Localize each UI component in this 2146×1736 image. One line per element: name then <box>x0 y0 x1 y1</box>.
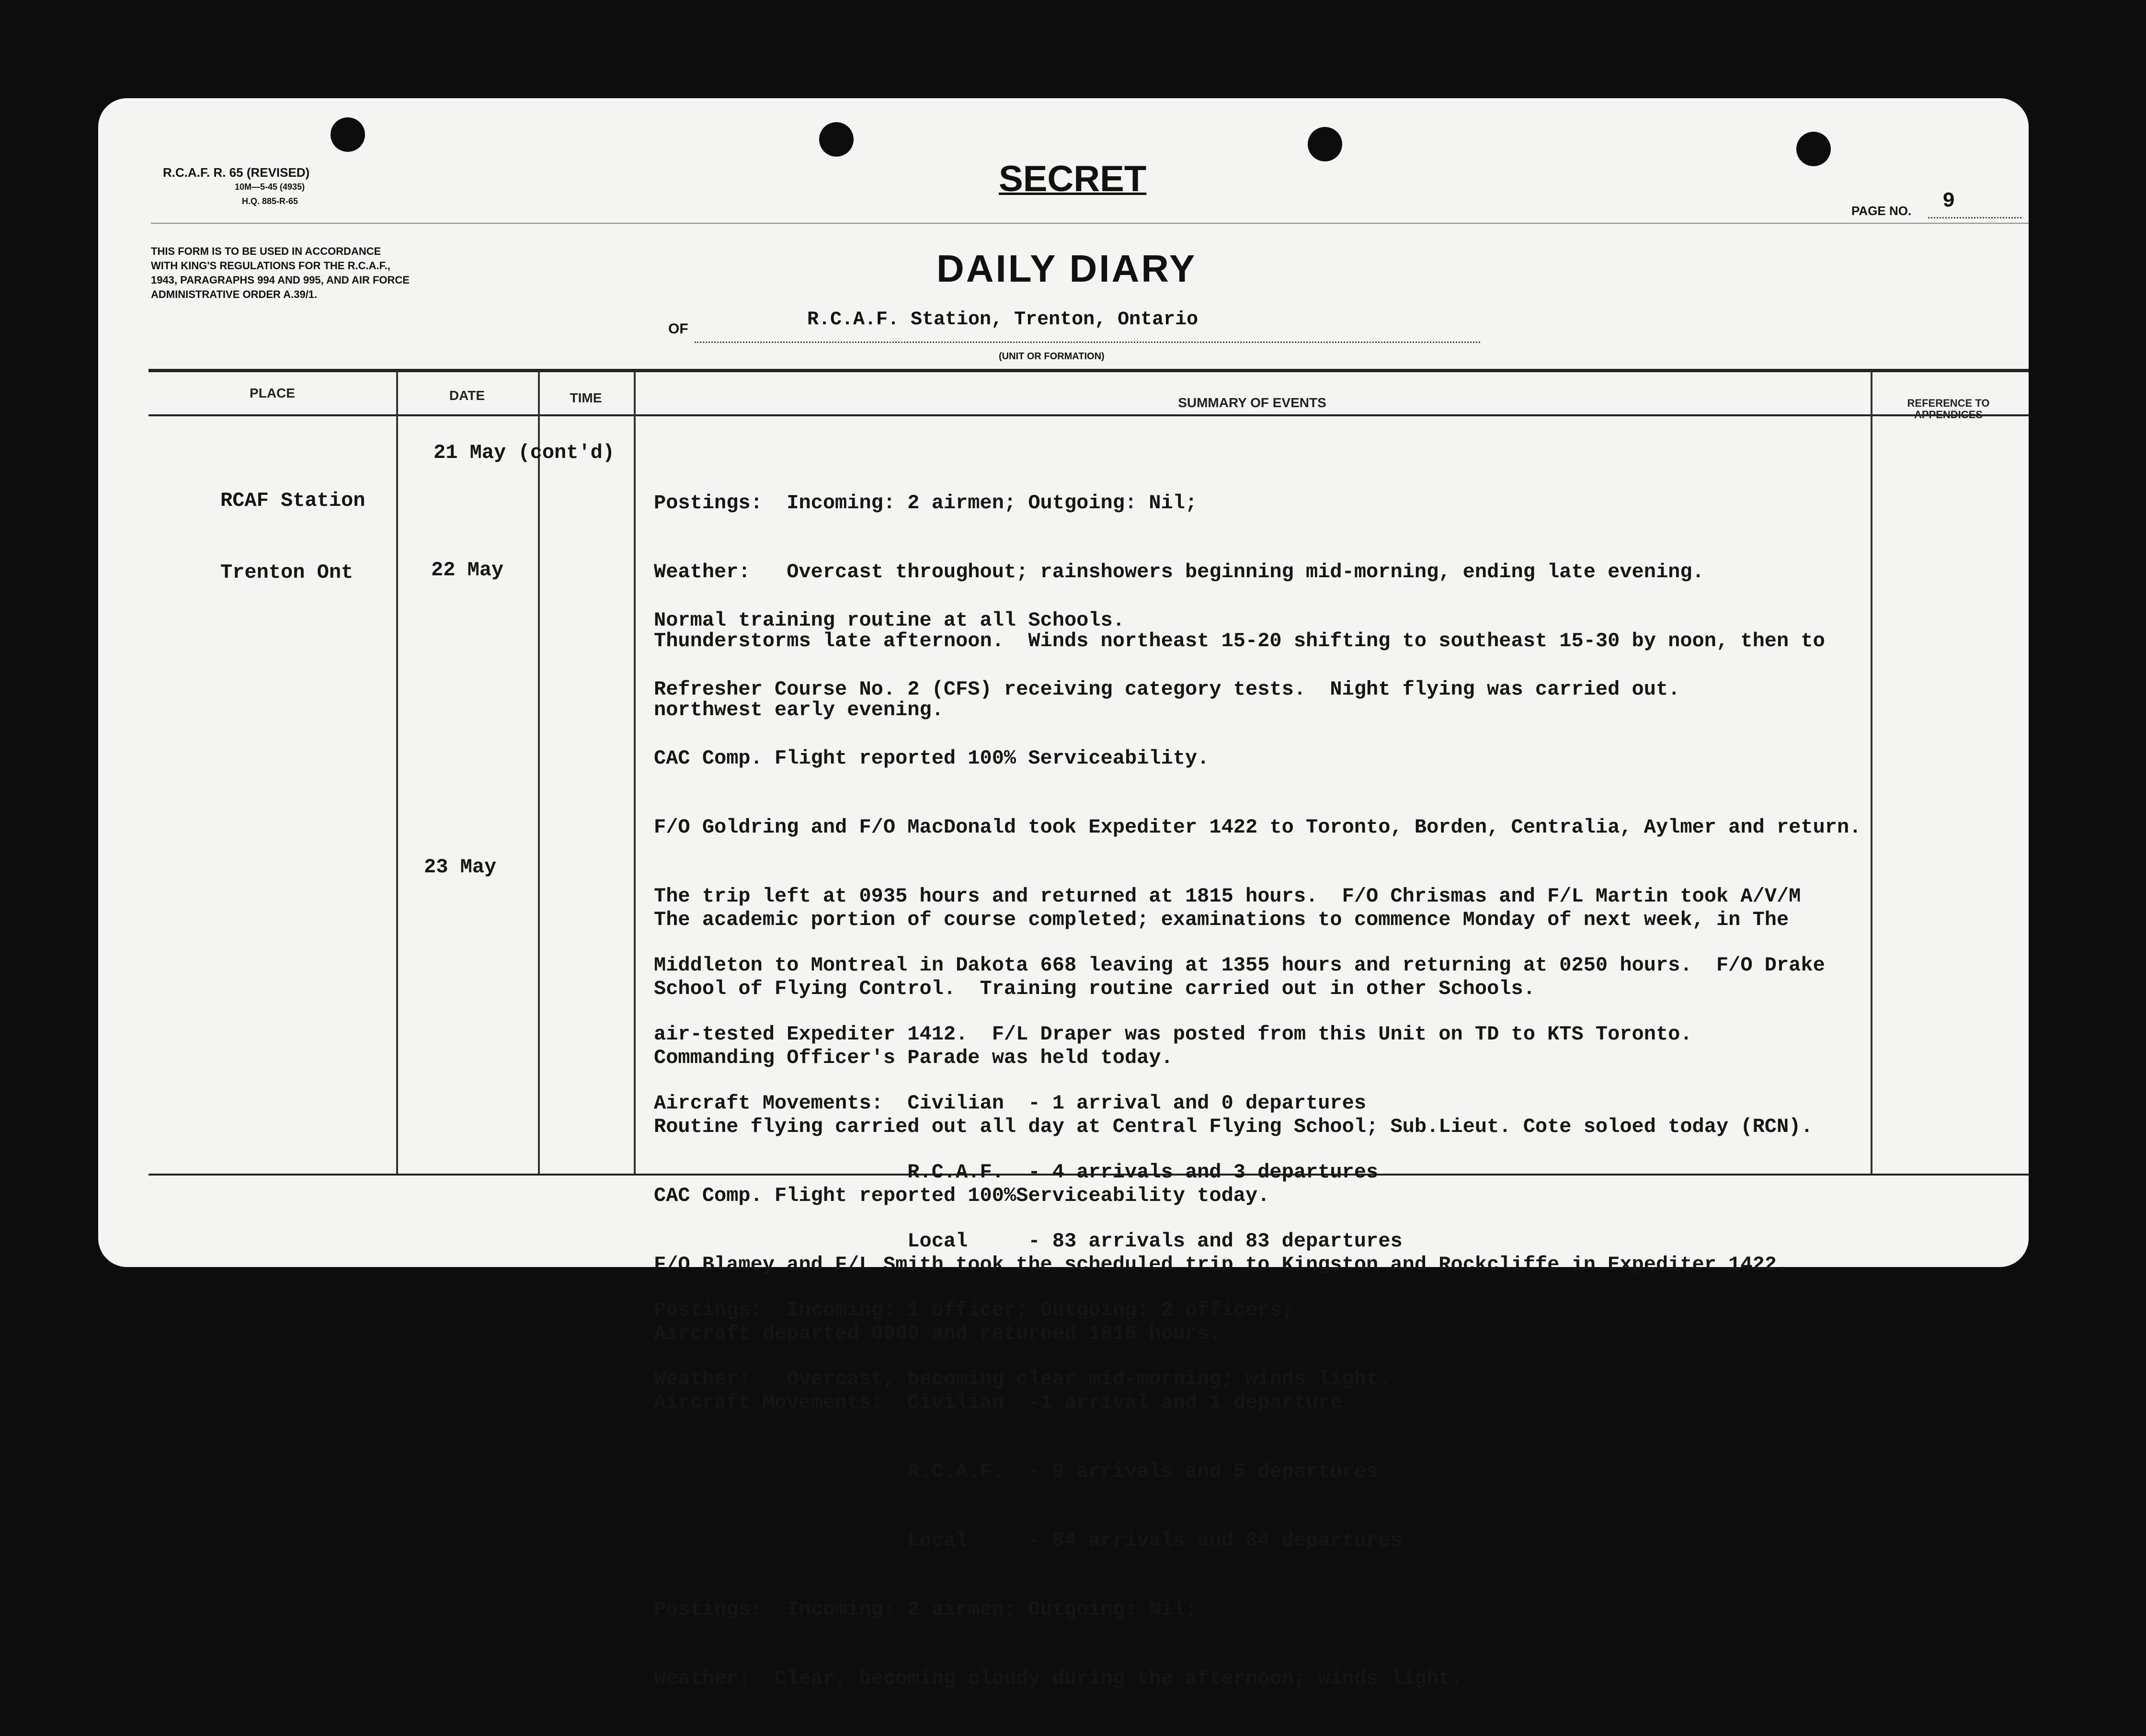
page-number-line <box>1928 217 2021 218</box>
entry-line: Local - 83 arrivals and 83 departures <box>654 1230 1403 1253</box>
column-header-reference: REFERENCE TO APPENDICES <box>1907 397 1990 421</box>
page-number: 9 <box>1942 189 1955 213</box>
entry-line: R.C.A.F. - 9 arrivals and 5 departures <box>654 1460 1379 1483</box>
entry-line: air-tested Expediter 1412. F/L Draper was posted from this Unit on TD to KTS Toronto. <box>654 1023 1692 1046</box>
entry-line: Local - 84 arrivals and 84 departures <box>654 1529 1403 1552</box>
entry-line: Routine flying carried out all day at Central Flying School; Sub.Lieut. Cote soloed today (RCN). <box>654 1115 1813 1138</box>
entry-line: F/O Goldring and F/O MacDonald took Expediter 1422 to Toronto, Borden, Centralia, Aylmer and return. <box>654 816 1861 839</box>
entry-line: Postings: Incoming: 2 airmen; Outgoing: Nil; <box>654 1598 1198 1621</box>
place-cell: RCAF Station Trenton Ont <box>220 489 365 584</box>
date-cell: 22 May <box>431 559 504 582</box>
entry-line: Postings: Incoming: 1 officer; Outgoing: 2 officers; <box>654 1299 1294 1322</box>
entry-line: Weather: Clear, becoming cloudy during the afternoon; winds light. <box>654 1667 1463 1690</box>
entry-line: F/O Blamey and F/L Smith took the scheduled trip to Kingston and Rockcliffe in Expediter 1422. <box>654 1253 1789 1276</box>
column-divider <box>396 371 398 1174</box>
column-header-time: TIME <box>570 390 602 405</box>
unit-name: R.C.A.F. Station, Trenton, Ontario <box>807 309 1199 331</box>
form-code: R.C.A.F. R. 65 (REVISED) 10M—5-45 (4935) H.Q. 885-R-65 <box>163 165 310 206</box>
entry-line: CAC Comp. Flight reported 100%Serviceability today. <box>654 1184 1270 1207</box>
entry-line: Commanding Officer's Parade was held today. <box>654 1046 1173 1069</box>
entry-line: Middleton to Montreal in Dakota 668 leaving at 1355 hours and returning at 0250 hours. F/O Drake <box>654 954 1825 977</box>
entry-line: The academic portion of course completed; examinations to commence Monday of next week, in The <box>654 908 1789 931</box>
of-label: OF <box>668 321 688 337</box>
entry-line: Weather: Overcast, becoming clear mid-morning; winds light. <box>654 1368 1391 1391</box>
diary-sheet <box>98 98 2029 1690</box>
table-top-rule <box>148 369 2029 372</box>
entry-line: northwest early evening. <box>654 698 944 721</box>
date-cell: 21 May (cont'd) <box>434 441 615 464</box>
column-header-summary: SUMMARY OF EVENTS <box>1178 395 1326 410</box>
entry-line: Refresher Course No. 2 (CFS) receiving category tests. Night flying was carried out. <box>654 678 1680 701</box>
punch-hole <box>1796 132 1831 166</box>
entry-line: Aircraft Movements: Civilian -1 arrival and 1 departure <box>654 1391 1342 1414</box>
column-header-rule <box>148 414 2029 416</box>
entry-line: School of Flying Control. Training routine carried out in other Schools. <box>654 977 1535 1000</box>
date-cell: 23 May <box>424 856 497 879</box>
entry-line: Weather: Overcast throughout; rainshowers beginning mid-morning, ending late evening. <box>654 560 1704 583</box>
punch-hole <box>331 117 365 152</box>
page-title: DAILY DIARY <box>936 247 1197 290</box>
classification-stamp: SECRET <box>999 159 1147 199</box>
entry-line: Postings: Incoming: 2 airmen; Outgoing: Nil; <box>654 491 1198 514</box>
column-divider <box>1871 371 1872 1174</box>
column-header-place: PLACE <box>250 386 295 400</box>
unit-line <box>695 342 1480 343</box>
entry-line: R.C.A.F. - 4 arrivals and 3 departures <box>654 1161 1379 1184</box>
column-divider <box>538 371 540 1174</box>
entry-line: The trip left at 0935 hours and returned at 1815 hours. F/O Chrismas and F/L Martin took A/V/M <box>654 885 1801 908</box>
header-rule <box>151 223 2029 224</box>
column-divider <box>634 371 636 1174</box>
entry-line: Aircraft departed 0900 and returned 1815 hours. <box>654 1322 1221 1345</box>
unit-caption: (UNIT OR FORMATION) <box>999 351 1105 362</box>
entry-line: Aircraft Movements: Civilian - 1 arrival and 0 departures <box>654 1092 1367 1115</box>
entry-line: Normal training routine at all Schools. <box>654 609 1125 632</box>
diary-entry <box>654 862 1813 1736</box>
entry-line: Thunderstorms late afternoon. Winds northeast 15-20 shifting to southeast 15-30 by noon, then to <box>654 629 1825 652</box>
page-number-label: PAGE NO. <box>1851 204 1912 218</box>
punch-hole <box>819 122 854 157</box>
entry-line: CAC Comp. Flight reported 100% Serviceability. <box>654 747 1210 770</box>
regulation-note: THIS FORM IS TO BE USED IN ACCORDANCE WITH KING'S REGULATIONS FOR THE R.C.A.F., 1943, PARAGRAPHS 994 AND 995, AND AIR FORCE ADMINISTRATIVE ORDER A.39/1. <box>151 245 410 300</box>
column-header-date: DATE <box>449 388 485 403</box>
punch-hole <box>1308 127 1342 161</box>
